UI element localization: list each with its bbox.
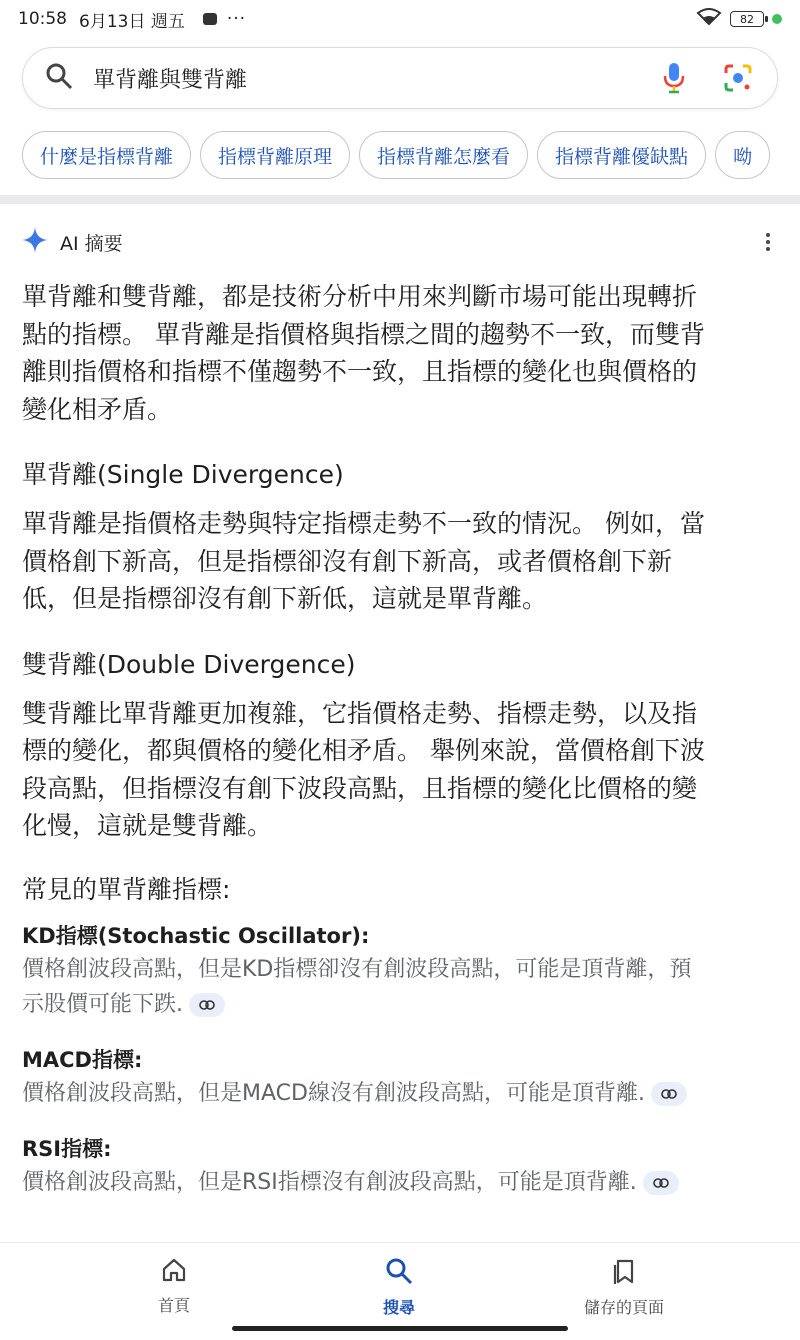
source-link-icon[interactable] bbox=[651, 1082, 687, 1106]
indicator-name: MACD指標: bbox=[22, 1047, 143, 1072]
ai-overview-header bbox=[22, 227, 782, 257]
notification-icon bbox=[203, 13, 217, 25]
more-options-icon[interactable] bbox=[766, 233, 782, 251]
battery-icon: 82 bbox=[730, 11, 764, 27]
home-indicator[interactable] bbox=[232, 1326, 568, 1331]
chip-how-to-read[interactable]: 指標背離怎麼看 bbox=[359, 131, 528, 179]
single-divergence-heading: 單背離(Single Divergence) bbox=[22, 460, 344, 489]
home-icon bbox=[161, 1257, 187, 1287]
chip-principle[interactable]: 指標背離原理 bbox=[200, 131, 350, 179]
suggestion-chips bbox=[22, 131, 770, 179]
nav-home[interactable]: 首頁 bbox=[99, 1257, 249, 1316]
single-divergence-paragraph: 單背離是指價格走勢與特定指標走勢不一致的情況。 例如，當 價格創下新高，但是指標卻沒有創下新高，或者價格創下新 低，但是指標卻沒有創下新低，這就是單背離。 bbox=[22, 509, 705, 613]
indicator-name: KD指標(Stochastic Oscillator): bbox=[22, 923, 370, 948]
nav-saved[interactable]: 儲存的頁面 bbox=[549, 1257, 699, 1318]
sparkle-icon bbox=[22, 227, 48, 257]
indicator-macd: MACD指標: 價格創波段高點，但是MACD線沒有創波段高點，可能是頂背離. bbox=[22, 1044, 782, 1111]
search-query[interactable]: 單背離與雙背離 bbox=[93, 67, 248, 93]
status-bar bbox=[0, 0, 800, 38]
indicator-kd: KD指標(Stochastic Oscillator): 價格創波段高點，但是KD指標卻沒有創波段高點，可能是頂背離，預 示股價可能下跌. bbox=[22, 920, 782, 1022]
search-icon bbox=[385, 1257, 413, 1289]
status-more: ··· bbox=[226, 9, 247, 29]
double-divergence-paragraph: 雙背離比單背離更加複雜，它指價格走勢、指標走勢，以及指 標的變化，都與價格的變化相矛盾。 舉例來說，當價格創下波 段高點，但指標沒有創下波段高點，且指標的變化比價格的變 化慢，這就是雙背離。 bbox=[22, 698, 705, 840]
status-date: 6月13日 週五 bbox=[79, 11, 185, 32]
charging-dot-icon bbox=[772, 14, 782, 24]
indicator-rsi: RSI指標: 價格創波段高點，但是RSI指標沒有創波段高點，可能是頂背離. bbox=[22, 1133, 782, 1200]
search-icon[interactable] bbox=[45, 62, 73, 94]
indicator-name: RSI指標: bbox=[22, 1136, 112, 1161]
section-divider bbox=[0, 195, 800, 204]
wifi-icon bbox=[696, 8, 722, 31]
chip-pros-cons[interactable]: 指標背離優缺點 bbox=[537, 131, 706, 179]
chip-what-is[interactable]: 什麼是指標背離 bbox=[22, 131, 191, 179]
intro-paragraph: 單背離和雙背離，都是技術分析中用來判斷市場可能出現轉折 點的指標。 單背離是指價格與指標之間的趨勢不一致，而雙背 離則指價格和指標不僅趨勢不一致，且指標的變化也與價格的 變化相矛盾。 bbox=[22, 282, 705, 424]
saved-pages-icon bbox=[611, 1257, 637, 1289]
source-link-icon[interactable] bbox=[643, 1171, 679, 1195]
status-time: 10:58 bbox=[18, 9, 67, 29]
mic-icon[interactable] bbox=[657, 61, 691, 95]
nav-search[interactable]: 搜尋 bbox=[324, 1257, 474, 1318]
ai-overview-label: AI 摘要 bbox=[60, 232, 123, 255]
chip-overflow[interactable]: 呦 bbox=[715, 131, 770, 179]
ai-overview-content bbox=[22, 278, 782, 1200]
double-divergence-heading: 雙背離(Double Divergence) bbox=[22, 649, 356, 679]
source-link-icon[interactable] bbox=[189, 993, 225, 1017]
lens-icon[interactable] bbox=[721, 61, 755, 95]
common-indicators-heading: 常見的單背離指標: bbox=[22, 874, 231, 904]
search-box[interactable] bbox=[22, 47, 778, 109]
